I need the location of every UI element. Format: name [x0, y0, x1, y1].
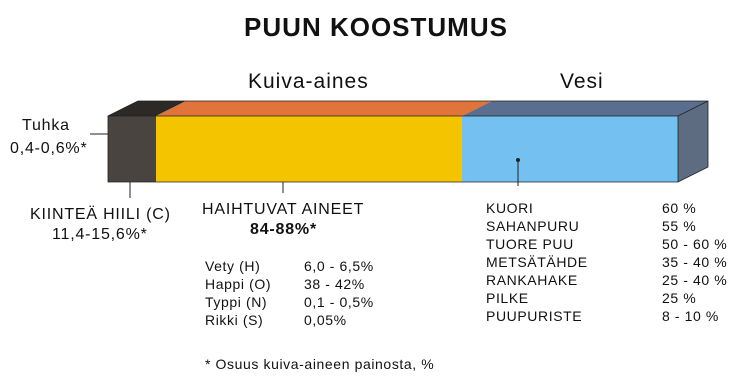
water-item-value: 55 % — [662, 218, 697, 234]
water-item-name: KUORI — [486, 200, 534, 216]
water-item-name: TUORE PUU — [486, 236, 574, 252]
list-item-value: 6,0 - 6,5% — [304, 258, 374, 274]
water-item-name: RANKAHAKE — [486, 272, 578, 288]
fixed-carbon-label: KIINTEÄ HIILI (C) — [30, 206, 171, 223]
ash-value: 0,4-0,6%* — [10, 140, 88, 157]
list-item-value: 38 - 42% — [304, 276, 365, 292]
water-bar-top — [462, 101, 708, 116]
diagram-title: PUUN KOOSTUMUS — [244, 12, 508, 42]
volatiles-bar-top — [156, 101, 492, 116]
ash-label: Tuhka — [22, 117, 70, 134]
water-item-value: 25 % — [662, 290, 697, 306]
water-item-name: PUUPURISTE — [486, 308, 583, 324]
water-item-name: METSÄTÄHDE — [486, 254, 588, 270]
volatiles-value: 84-88%* — [250, 221, 317, 238]
water-item-name: PILKE — [486, 290, 529, 306]
water-leader-dot — [516, 158, 520, 162]
ash-bar-segment — [108, 116, 156, 182]
list-item: Vety (H) — [205, 258, 261, 274]
fixed-carbon-value: 11,4-15,6%* — [52, 226, 148, 243]
volatiles-bar-segment — [156, 116, 462, 182]
water-item-value: 35 - 40 % — [662, 254, 728, 270]
water-item-value: 50 - 60 % — [662, 236, 728, 252]
footnote: * Osuus kuiva-aineen painosta, % — [205, 356, 435, 372]
list-item: Happi (O) — [205, 276, 272, 292]
list-item: Typpi (N) — [205, 294, 268, 310]
water-item-value: 8 - 10 % — [662, 308, 719, 324]
water-item-name: SAHANPURU — [486, 218, 580, 234]
list-item-value: 0,1 - 0,5% — [304, 294, 374, 310]
water-item-value: 60 % — [662, 200, 697, 216]
volatiles-label: HAIHTUVAT AINEET — [202, 201, 365, 218]
water-item-value: 25 - 40 % — [662, 272, 728, 288]
dry-matter-label: Kuiva-aines — [248, 70, 369, 93]
list-item-value: 0,05% — [304, 312, 347, 328]
list-item: Rikki (S) — [205, 312, 264, 328]
water-bar-segment — [462, 116, 678, 182]
water-label: Vesi — [560, 70, 604, 93]
